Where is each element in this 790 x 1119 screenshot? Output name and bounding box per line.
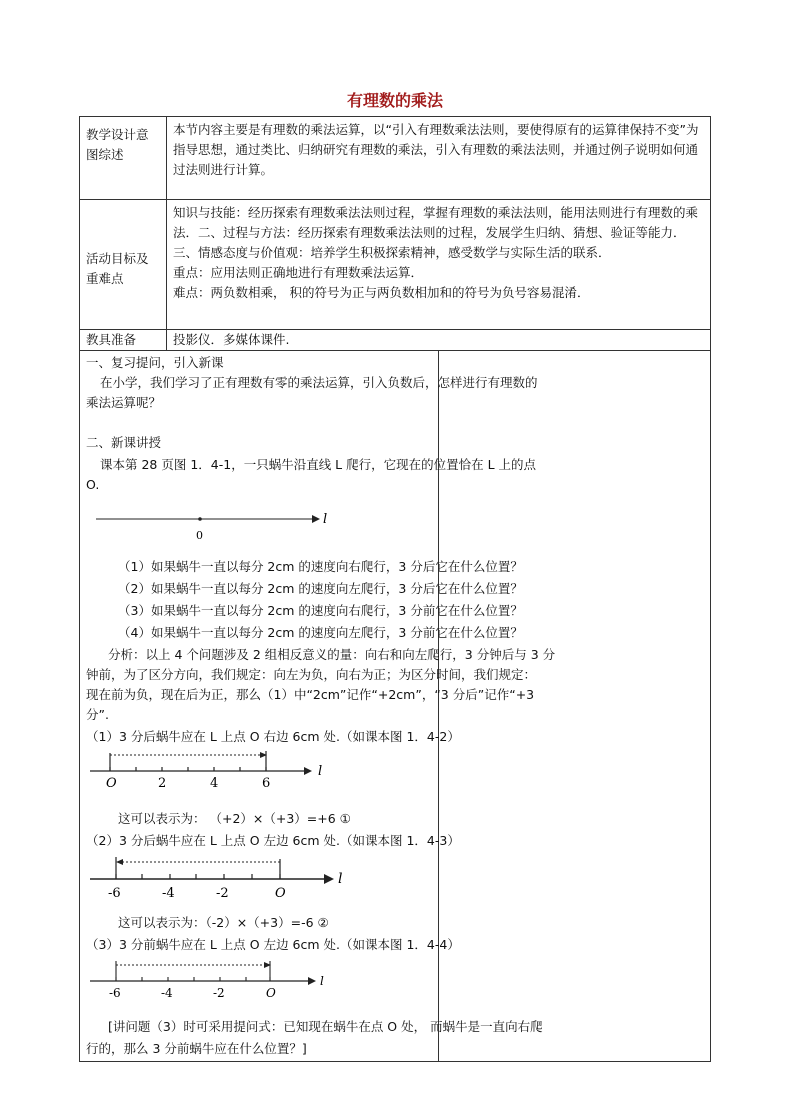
lesson-body [80, 351, 606, 1061]
analysis-line-3: 现在前为负，现在后为正，那么（1）中“2cm”记作“+2cm”，“3 分后”记作“+3 [86, 687, 535, 702]
case3-axis-label: l [320, 974, 324, 988]
case3-tick-neg6: -6 [109, 986, 121, 1000]
goals-label: 活动目标及重难点 [80, 200, 167, 330]
number-line-case1 [86, 749, 346, 791]
case2-expression: 这可以表示为：（-2）×（+3）=-6 ② [118, 915, 329, 930]
case1-tick-0: O [106, 776, 117, 791]
design-text: 本节内容主要是有理数的乘法运算，以“引入有理数乘法法则，要使得原有的运算律保持不变”为指导思想，通过类比、归纳研究有理数的乘法，引入有理数的乘法法则，并通过例子说明如何通过法则进行计算。 [167, 117, 711, 200]
design-label: 教学设计意图综述 [80, 117, 167, 200]
case2-axis-label: l [338, 871, 343, 887]
case1-tick-4: 4 [210, 776, 219, 791]
difficult-point: 难点：两负数相乘， 积的符号为正与两负数相加和的符号为负号容易混淆． [173, 285, 590, 300]
question-4: （4）如果蜗牛一直以每分 2cm 的速度向左爬行，3 分前它在什么位置？ [118, 625, 523, 640]
process-cell [80, 351, 556, 1062]
section2-heading: 二、新课讲授 [86, 435, 162, 450]
question-3: （3）如果蜗牛一直以每分 2cm 的速度向右爬行，3 分前它在什么位置？ [118, 603, 523, 618]
case2-tick-neg2: -2 [216, 886, 229, 901]
section1-heading: 一、复习提问，引入新课 [86, 355, 224, 370]
analysis-line-2: 钟前，为了区分方向，我们规定：向左为负，向右为正；为区分时间，我们规定： [86, 667, 537, 682]
process-row [80, 351, 711, 1062]
case3-tick-origin: O [266, 986, 276, 1000]
note-line-b: 行的，那么 3 分前蜗牛应在什么位置？] [86, 1041, 307, 1056]
number-line-case3 [86, 957, 336, 1001]
tools-text: 投影仪．多媒体课件. [167, 330, 711, 351]
tools-row [80, 330, 711, 351]
design-row [80, 117, 711, 200]
case1-tick-2: 2 [158, 776, 167, 791]
case3-tick-neg2: -2 [213, 986, 225, 1000]
case1-tick-6: 6 [262, 776, 271, 791]
case3-text: （3）3 分前蜗牛应在 L 上点 O 左边 6cm 处.（如课本图 1．4-4） [86, 937, 460, 952]
section1-text-a: 在小学，我们学习了正有理数有零的乘法运算，引入负数后，怎样进行有理数的 [100, 375, 538, 390]
analysis-line-1: 分析：以上 4 个问题涉及 2 组相反意义的量：向右和向左爬行，3 分钟后与 3 分 [108, 647, 556, 662]
origin-label: 0 [196, 529, 203, 542]
case2-tick-neg4: -4 [162, 886, 175, 901]
page-title: 有理数的乘法 [346, 91, 443, 110]
origin-point [198, 517, 202, 521]
note-line-a: [讲问题（3）时可采用提问式：已知现在蜗牛在点 O 处， 而蜗牛是一直向右爬 [108, 1019, 543, 1034]
goals-cell [167, 200, 711, 330]
axis-label: l [323, 512, 328, 527]
key-point: 重点：应用法则正确地进行有理数乘法运算． [173, 265, 424, 280]
goals-row [80, 200, 711, 330]
number-line-intro [90, 509, 330, 545]
goals-text: 知识与技能：经历探索有理数乘法法则过程，掌握有理数的乘法法则，能用法则进行有理数的乘法．二、过程与方法：经历探索有理数乘法法则的过程，发展学生归纳、猜想、验证等能力． 三、情感态度与价值观：培养学生积极探索精神，感受数学与实际生活的联系． [173, 205, 699, 260]
analysis-line-4: 分”. [86, 707, 109, 722]
question-2: （2）如果蜗牛一直以每分 2cm 的速度向左爬行，3 分后它在什么位置？ [118, 581, 523, 596]
section2-intro-a: 课本第 28 页图 1．4-1，一只蜗牛沿直线 L 爬行，它现在的位置恰在 L 上的点 [100, 457, 537, 472]
case2-tick-origin: O [275, 886, 286, 901]
case1-expression: 这可以表示为： （+2）×（+3）=+6 ① [118, 811, 351, 826]
case3-tick-neg4: -4 [161, 986, 173, 1000]
lesson-plan-table [79, 116, 711, 1062]
tools-label: 教具准备 [80, 330, 167, 351]
case2-text: （2）3 分后蜗牛应在 L 上点 O 左边 6cm 处.（如课本图 1．4-3） [86, 833, 460, 848]
section1-text-b: 乘法运算呢？ [86, 395, 162, 410]
case1-axis-label: l [318, 764, 323, 779]
section2-intro-b: O. [86, 477, 100, 492]
number-line-case2 [86, 851, 356, 901]
question-1: （1）如果蜗牛一直以每分 2cm 的速度向右爬行，3 分后它在什么位置？ [118, 559, 523, 574]
case1-text: （1）3 分后蜗牛应在 L 上点 O 右边 6cm 处.（如课本图 1．4-2） [86, 729, 460, 744]
case2-tick-neg6: -6 [108, 886, 121, 901]
